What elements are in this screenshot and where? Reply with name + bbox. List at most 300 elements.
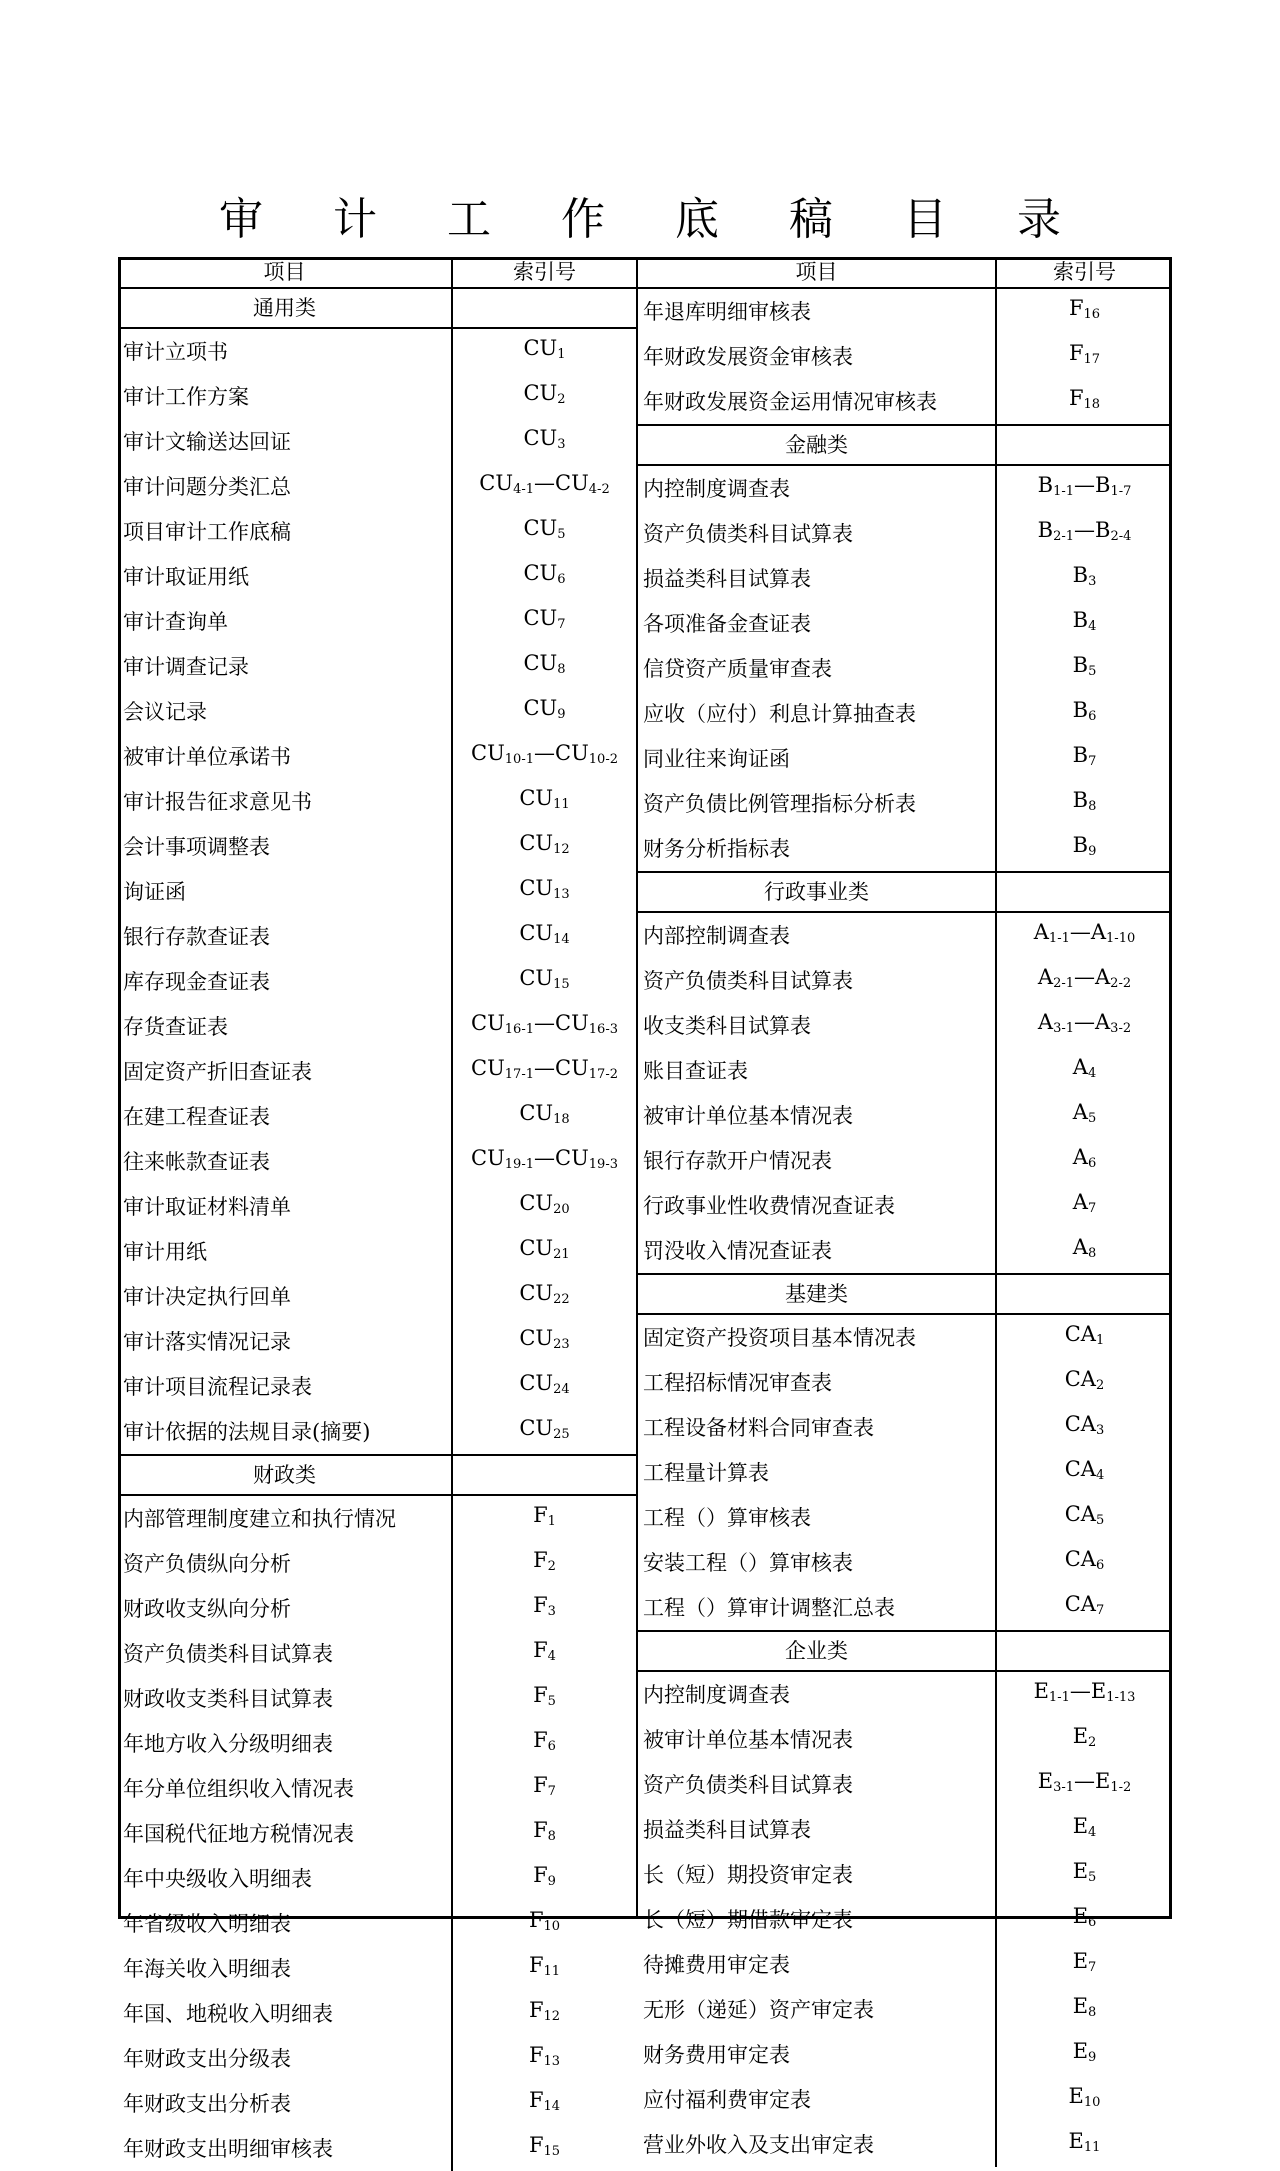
- item-name: 审计报告征求意见书: [118, 779, 452, 824]
- index-code: [996, 958, 1172, 1003]
- index-subscript-end: 1-7: [1110, 484, 1132, 499]
- category-row: [638, 1631, 1172, 1671]
- index-base: F: [533, 1638, 548, 1662]
- index-code: [452, 1991, 636, 2036]
- table-row: [118, 2126, 636, 2171]
- index-base-end: A: [1095, 1010, 1111, 1034]
- index-code: [996, 1807, 1172, 1852]
- index-code: [452, 1229, 636, 1274]
- item-name: 损益类科目试算表: [638, 556, 996, 601]
- item-name: 年财政支出分析表: [118, 2081, 452, 2126]
- index-subscript: 11: [553, 797, 570, 812]
- table-row: [638, 1942, 1172, 1987]
- index-table-left: [118, 257, 636, 2171]
- item-name: 同业往来询证函: [638, 736, 996, 781]
- index-base: CA: [1064, 1367, 1096, 1391]
- index-base: B: [1072, 833, 1089, 857]
- item-name: 会议记录: [118, 689, 452, 734]
- index-base: F: [1068, 386, 1084, 410]
- index-code: [996, 556, 1172, 601]
- index-subscript-end: 2-4: [1110, 529, 1132, 544]
- item-name: 被审计单位承诺书: [118, 734, 452, 779]
- index-base: CU: [471, 1146, 505, 1170]
- index-table-right: [638, 257, 1172, 2167]
- table-row: [118, 328, 636, 374]
- index-base: E: [1072, 2039, 1089, 2063]
- index-code: [996, 1942, 1172, 1987]
- item-name: 年财政支出分级表: [118, 2036, 452, 2081]
- index-subscript: 1-1: [1053, 484, 1074, 499]
- index-subscript: 4-1: [513, 482, 534, 497]
- index-code: [452, 1319, 636, 1364]
- index-base: F: [533, 1593, 548, 1617]
- table-row: [118, 554, 636, 599]
- table-row: [638, 1228, 1172, 1274]
- index-subscript: 12: [553, 842, 570, 857]
- index-base: CU: [523, 606, 558, 630]
- item-name: 年中央级收入明细表: [118, 1856, 452, 1901]
- table-row: [638, 1138, 1172, 1183]
- item-name: 工程设备材料合同审查表: [638, 1405, 996, 1450]
- index-code: [452, 1541, 636, 1586]
- table-row: [638, 736, 1172, 781]
- item-name: 被审计单位基本情况表: [638, 1717, 996, 1762]
- table-row: [118, 1409, 636, 1455]
- index-base: A: [1037, 1010, 1054, 1034]
- item-name: 年财政发展资金审核表: [638, 334, 996, 379]
- table-row: [638, 1762, 1172, 1807]
- index-subscript: 8: [557, 662, 566, 677]
- index-subscript: 17-1: [504, 1067, 534, 1082]
- table-row: [638, 2122, 1172, 2167]
- index-base-end: CU: [555, 741, 589, 765]
- table-header-left: [118, 257, 636, 288]
- item-name: 年分单位组织收入情况表: [118, 1766, 452, 1811]
- index-base: A: [1037, 965, 1054, 989]
- index-subscript: 8: [1088, 799, 1097, 814]
- table-row: [638, 601, 1172, 646]
- index-subscript-end: 16-3: [588, 1022, 618, 1037]
- item-name: 年国、地税收入明细表: [118, 1991, 452, 2036]
- table-row: [638, 1671, 1172, 1717]
- item-name: 资产负债类科目试算表: [118, 1631, 452, 1676]
- item-name: 审计工作方案: [118, 374, 452, 419]
- index-code: [452, 1364, 636, 1409]
- category-label: 企业类: [638, 1631, 996, 1671]
- table-row: [638, 691, 1172, 736]
- table-row: [118, 2081, 636, 2126]
- index-subscript: 4: [547, 1649, 556, 1664]
- table-row: [638, 334, 1172, 379]
- index-code: [452, 1409, 636, 1455]
- table-row: [638, 2032, 1172, 2077]
- index-code: [452, 2036, 636, 2081]
- index-base: F: [528, 2133, 544, 2157]
- index-base: F: [533, 1863, 548, 1887]
- category-label: 基建类: [638, 1274, 996, 1314]
- item-name: 工程（）算审核表: [638, 1495, 996, 1540]
- index-subscript-end: 17-2: [588, 1067, 618, 1082]
- index-code: [996, 1495, 1172, 1540]
- index-base: E: [1068, 2129, 1084, 2153]
- index-code: [996, 1987, 1172, 2032]
- table-row: [638, 826, 1172, 872]
- item-name: 审计取证用纸: [118, 554, 452, 599]
- index-code: [452, 734, 636, 779]
- index-base-end: CU: [555, 1011, 589, 1035]
- category-label: 行政事业类: [638, 872, 996, 912]
- item-name: 内部控制调查表: [638, 912, 996, 958]
- index-subscript: 14: [553, 932, 570, 947]
- index-subscript: 2: [1088, 1735, 1097, 1750]
- index-base: E: [1072, 1814, 1089, 1838]
- index-subscript: 5: [557, 527, 566, 542]
- table-row: [638, 1495, 1172, 1540]
- index-subscript: 18: [1083, 397, 1101, 412]
- item-name: 行政事业性收费情况查证表: [638, 1183, 996, 1228]
- item-name: 资产负债类科目试算表: [638, 1762, 996, 1807]
- table-row: [118, 959, 636, 1004]
- table-row: [638, 781, 1172, 826]
- category-label: 财政类: [118, 1455, 452, 1495]
- table-row: [118, 824, 636, 869]
- index-subscript: 3-1: [1053, 1780, 1074, 1795]
- index-code: [996, 334, 1172, 379]
- index-base: F: [528, 2043, 544, 2067]
- index-subscript: 7: [1088, 754, 1097, 769]
- index-code: [452, 779, 636, 824]
- index-subscript: 5: [1088, 1870, 1097, 1885]
- range-dash: —: [534, 471, 555, 495]
- index-base-end: A: [1090, 920, 1107, 944]
- index-code: [452, 1094, 636, 1139]
- index-base: CU: [523, 426, 558, 450]
- index-subscript: 7: [1087, 1201, 1097, 1216]
- table-row: [118, 644, 636, 689]
- index-subscript: 1: [1095, 1333, 1105, 1348]
- index-code: [452, 959, 636, 1004]
- index-code: [452, 374, 636, 419]
- index-code: [996, 1585, 1172, 1631]
- index-code: [452, 824, 636, 869]
- index-subscript: 13: [543, 2054, 561, 2069]
- index-code: [452, 599, 636, 644]
- index-subscript: 2: [557, 392, 566, 407]
- index-base-end: E: [1095, 1769, 1111, 1793]
- index-subscript-end: 2-2: [1110, 976, 1132, 991]
- index-subscript: 6: [547, 1739, 556, 1754]
- index-code: [452, 1455, 636, 1495]
- item-name: 审计用纸: [118, 1229, 452, 1274]
- index-code: [452, 1901, 636, 1946]
- index-subscript: 7: [1095, 1603, 1105, 1618]
- index-base: E: [1072, 1724, 1089, 1748]
- range-dash: —: [1069, 1679, 1091, 1703]
- index-base: CU: [519, 786, 554, 810]
- index-code: [996, 736, 1172, 781]
- index-subscript: 11: [543, 1964, 561, 1979]
- index-subscript: 22: [553, 1292, 570, 1307]
- index-base: CA: [1064, 1412, 1096, 1436]
- table-row: [638, 1717, 1172, 1762]
- index-base: CU: [519, 1101, 554, 1125]
- index-code: [452, 2126, 636, 2171]
- index-subscript: 9: [557, 707, 566, 722]
- index-code: [996, 1003, 1172, 1048]
- index-subscript: 4: [1095, 1468, 1105, 1483]
- item-name: 罚没收入情况查证表: [638, 1228, 996, 1274]
- index-code: [996, 646, 1172, 691]
- index-base: A: [1072, 1055, 1088, 1079]
- index-code: [452, 689, 636, 734]
- index-base: CU: [523, 651, 558, 675]
- item-name: 财政收支类科目试算表: [118, 1676, 452, 1721]
- index-code: [996, 1093, 1172, 1138]
- index-code: [996, 1274, 1172, 1314]
- index-base: F: [533, 1503, 548, 1527]
- item-name: 往来帐款查证表: [118, 1139, 452, 1184]
- index-code: [996, 465, 1172, 511]
- table-row: [118, 689, 636, 734]
- category-row: [638, 872, 1172, 912]
- index-subscript: 6: [1095, 1558, 1105, 1573]
- table-row: [638, 1987, 1172, 2032]
- table-row: [118, 1049, 636, 1094]
- item-name: 审计项目流程记录表: [118, 1364, 452, 1409]
- index-subscript: 3: [557, 437, 566, 452]
- table-row: [118, 1586, 636, 1631]
- item-name: 审计调查记录: [118, 644, 452, 689]
- item-name: 审计取证材料清单: [118, 1184, 452, 1229]
- index-subscript: 6: [1087, 1156, 1097, 1171]
- item-name: 年海关收入明细表: [118, 1946, 452, 1991]
- table-row: [118, 914, 636, 959]
- index-base: E: [1068, 2084, 1084, 2108]
- index-code: [452, 644, 636, 689]
- item-name: 银行存款查证表: [118, 914, 452, 959]
- table-row: [118, 1004, 636, 1049]
- index-base: B: [1072, 563, 1089, 587]
- index-subscript: 4: [1087, 1066, 1097, 1081]
- index-code: [452, 2081, 636, 2126]
- table-row: [638, 1540, 1172, 1585]
- item-name: 库存现金查证表: [118, 959, 452, 1004]
- index-code: [996, 2122, 1172, 2167]
- index-code: [452, 869, 636, 914]
- index-code: [996, 288, 1172, 334]
- index-base-end: CU: [555, 1146, 589, 1170]
- table-row: [638, 379, 1172, 425]
- index-base: E: [1033, 1679, 1049, 1703]
- index-subscript: 9: [1088, 844, 1097, 859]
- index-subscript: 16: [1083, 307, 1101, 322]
- item-name: 无形（递延）资产审定表: [638, 1987, 996, 2032]
- item-name: 损益类科目试算表: [638, 1807, 996, 1852]
- index-code: [452, 1274, 636, 1319]
- table-row: [638, 646, 1172, 691]
- index-base: F: [533, 1728, 548, 1752]
- item-name: 询证函: [118, 869, 452, 914]
- item-name: 资产负债类科目试算表: [638, 958, 996, 1003]
- index-subscript: 20: [553, 1202, 570, 1217]
- index-base: E: [1072, 1949, 1089, 1973]
- range-dash: —: [534, 1011, 555, 1035]
- header-item: 项目: [638, 257, 996, 288]
- index-base: CU: [519, 1326, 554, 1350]
- category-row: [118, 1455, 636, 1495]
- index-base: CU: [519, 1236, 554, 1260]
- item-name: 审计问题分类汇总: [118, 464, 452, 509]
- index-base: B: [1037, 518, 1054, 542]
- index-code: [452, 1766, 636, 1811]
- category-row: [638, 1274, 1172, 1314]
- index-subscript: 5: [547, 1694, 556, 1709]
- index-base: B: [1072, 698, 1089, 722]
- index-code: [452, 554, 636, 599]
- index-code: [996, 1762, 1172, 1807]
- index-code: [452, 1495, 636, 1541]
- table-row: [118, 1229, 636, 1274]
- table-row: [638, 1450, 1172, 1495]
- index-base: F: [1068, 341, 1084, 365]
- item-name: 应付福利费审定表: [638, 2077, 996, 2122]
- index-subscript: 12: [543, 2009, 561, 2024]
- item-name: 会计事项调整表: [118, 824, 452, 869]
- index-code: [996, 1048, 1172, 1093]
- index-subscript: 8: [1088, 2005, 1097, 2020]
- index-subscript: 18: [553, 1112, 570, 1127]
- table-row: [638, 1048, 1172, 1093]
- index-base: CU: [523, 336, 558, 360]
- index-code: [452, 464, 636, 509]
- index-code: [996, 781, 1172, 826]
- item-name: 资产负债纵向分析: [118, 1541, 452, 1586]
- table-row: [638, 465, 1172, 511]
- index-subscript: 21: [553, 1247, 570, 1262]
- item-name: 固定资产投资项目基本情况表: [638, 1314, 996, 1360]
- index-base: A: [1072, 1190, 1088, 1214]
- index-subscript: 10-1: [504, 752, 534, 767]
- table-row: [118, 1811, 636, 1856]
- index-base: F: [533, 1818, 548, 1842]
- index-subscript: 6: [1088, 1915, 1097, 1930]
- table-row: [118, 419, 636, 464]
- table-row: [638, 1807, 1172, 1852]
- table-row: [638, 1314, 1172, 1360]
- index-base: B: [1072, 653, 1089, 677]
- index-code: [996, 1631, 1172, 1671]
- index-subscript: 6: [557, 572, 566, 587]
- item-name: 营业外收入及支出审定表: [638, 2122, 996, 2167]
- item-name: 应收（应付）利息计算抽查表: [638, 691, 996, 736]
- index-code: [452, 1139, 636, 1184]
- index-code: [996, 1540, 1172, 1585]
- item-name: 银行存款开户情况表: [638, 1138, 996, 1183]
- index-code: [452, 1586, 636, 1631]
- index-base: B: [1037, 473, 1054, 497]
- range-dash: —: [1074, 473, 1095, 497]
- item-name: 审计落实情况记录: [118, 1319, 452, 1364]
- table-row: [118, 1319, 636, 1364]
- table-row: [638, 288, 1172, 334]
- item-name: 信贷资产质量审查表: [638, 646, 996, 691]
- index-base: CU: [519, 1281, 554, 1305]
- index-code: [996, 511, 1172, 556]
- index-subscript: 16-1: [504, 1022, 534, 1037]
- index-base: CU: [519, 921, 554, 945]
- item-name: 存货查证表: [118, 1004, 452, 1049]
- item-name: 固定资产折旧查证表: [118, 1049, 452, 1094]
- index-subscript: 14: [543, 2099, 561, 2114]
- index-code: [452, 419, 636, 464]
- item-name: 审计依据的法规目录(摘要): [118, 1409, 452, 1455]
- index-code: [452, 509, 636, 554]
- table-row: [118, 374, 636, 419]
- index-code: [996, 1138, 1172, 1183]
- table-row: [118, 734, 636, 779]
- table-row: [118, 1901, 636, 1946]
- table-row: [638, 2077, 1172, 2122]
- index-base: CU: [471, 1011, 505, 1035]
- index-subscript: 15: [543, 2144, 561, 2159]
- table-row: [118, 464, 636, 509]
- table-row: [118, 1495, 636, 1541]
- index-code: [452, 1004, 636, 1049]
- index-subscript-end: 1-2: [1110, 1780, 1132, 1795]
- index-subscript: 4: [1088, 1825, 1097, 1840]
- range-dash: —: [534, 741, 555, 765]
- table-row: [638, 1852, 1172, 1897]
- item-name: 资产负债比例管理指标分析表: [638, 781, 996, 826]
- index-base: CU: [519, 1416, 554, 1440]
- index-base: E: [1037, 1769, 1054, 1793]
- index-subscript: 5: [1088, 664, 1097, 679]
- index-base: CU: [523, 561, 558, 585]
- index-base-end: E: [1090, 1679, 1107, 1703]
- table-row: [118, 599, 636, 644]
- index-code: [996, 912, 1172, 958]
- table-row: [118, 1721, 636, 1766]
- item-name: 财政收支纵向分析: [118, 1586, 452, 1631]
- header-index: 索引号: [996, 257, 1172, 288]
- index-base: A: [1072, 1235, 1088, 1259]
- item-name: 收支类科目试算表: [638, 1003, 996, 1048]
- item-name: 财务分析指标表: [638, 826, 996, 872]
- index-base: CU: [519, 966, 554, 990]
- table-row: [118, 1139, 636, 1184]
- index-subscript-end: 19-3: [588, 1157, 618, 1172]
- item-name: 审计文输送达回证: [118, 419, 452, 464]
- range-dash: —: [1074, 1769, 1095, 1793]
- index-subscript: 9: [547, 1874, 556, 1889]
- item-name: 资产负债类科目试算表: [638, 511, 996, 556]
- index-base: F: [533, 1773, 548, 1797]
- index-code: [452, 1631, 636, 1676]
- index-code: [996, 425, 1172, 465]
- table-row: [638, 1897, 1172, 1942]
- item-name: 工程（）算审计调整汇总表: [638, 1585, 996, 1631]
- index-base: B: [1072, 788, 1089, 812]
- range-dash: —: [534, 1056, 555, 1080]
- index-code: [996, 1852, 1172, 1897]
- index-base: CU: [523, 696, 558, 720]
- index-base-end: A: [1095, 965, 1111, 989]
- table-row: [118, 1274, 636, 1319]
- table-row: [118, 1991, 636, 2036]
- item-name: 在建工程查证表: [118, 1094, 452, 1139]
- index-base-end: CU: [555, 1056, 589, 1080]
- category-row: [118, 288, 636, 328]
